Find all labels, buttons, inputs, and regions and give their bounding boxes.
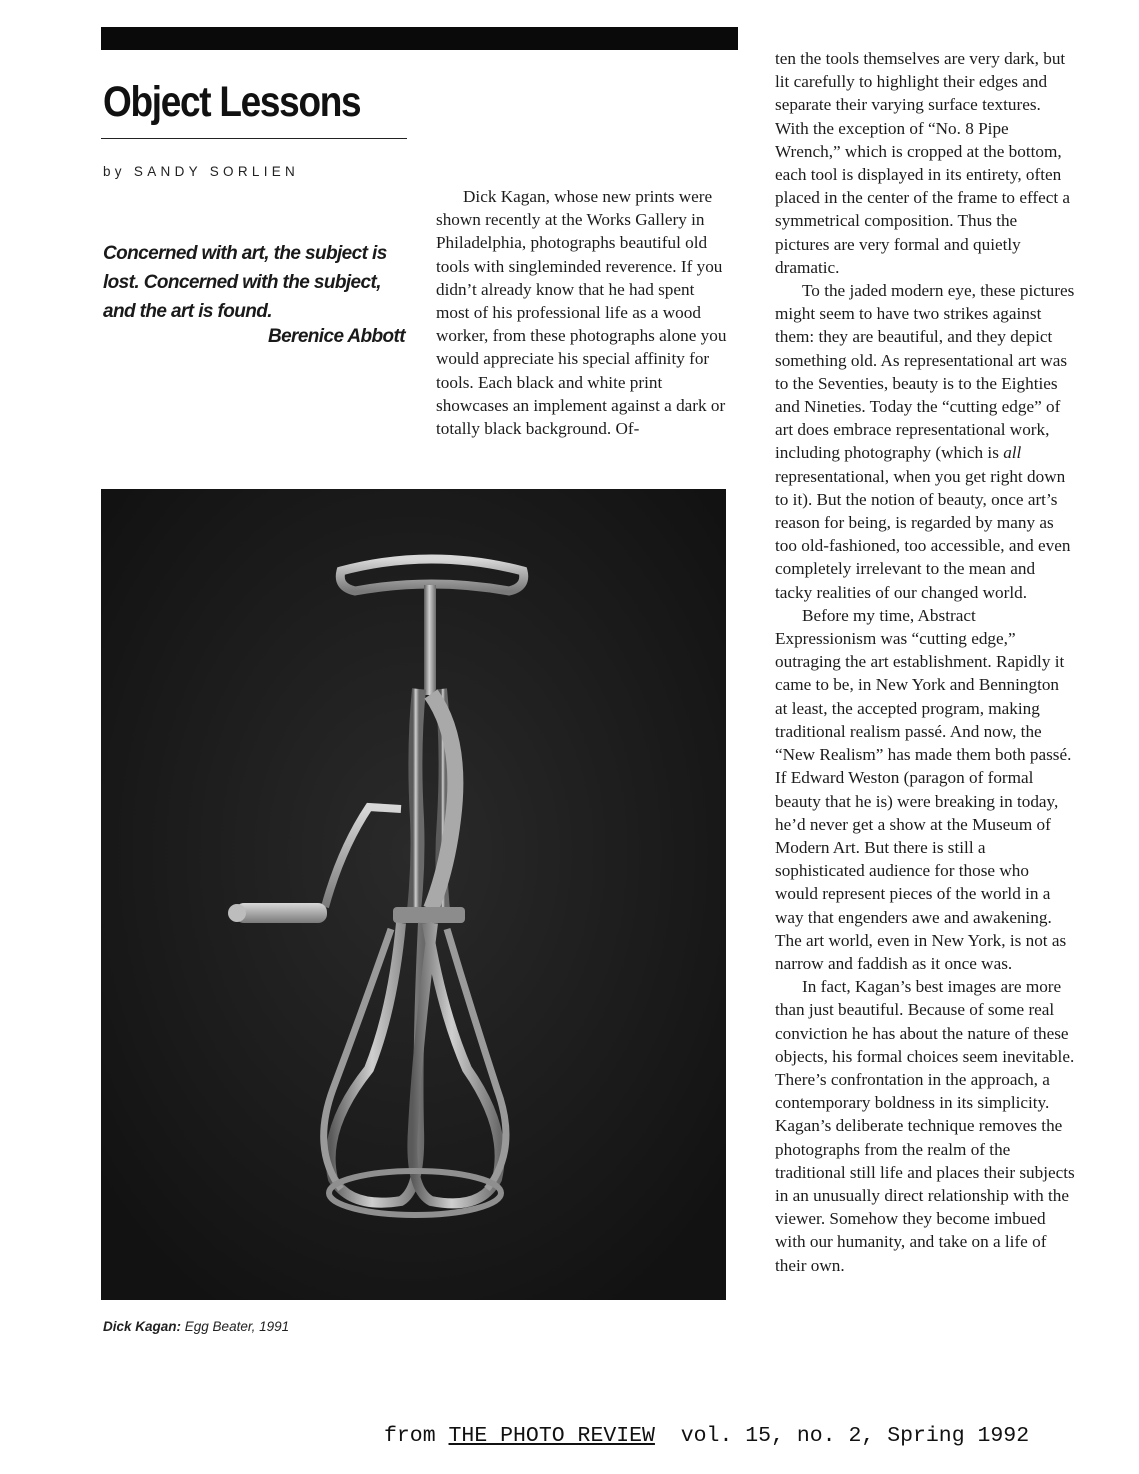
body-paragraph: Dick Kagan, whose new prints were shown recently at the Works Gallery in Philadelphia, photographs beautiful old tools with singleminded reverence. If you didn’t already know that he had spent most of his professional life as a wood worker, from these photographs alone you would appreciate his special affinity for tools. Each black and white print showcases an implement against a dark or totally black background. Of-	[436, 187, 727, 439]
epigraph-line: lost. Concerned with the subject,	[103, 272, 381, 293]
body-column-middle	[436, 185, 728, 440]
issue-info: vol. 15, no. 2, Spring 1992	[654, 1424, 1030, 1448]
body-paragraph: In fact, Kagan’s best images are more than just beautiful. Because of some real conviction he has about the nature of these objects, his formal choices seem inevitable. There’s confrontation in the approach, a contemporary boldness in its simplicity. Kagan’s deliberate technique removes the photographs from the realm of the traditional still life and places their subjects in an unusually direct relationship with the viewer. Somehow they become imbued with our humanity, and take on a life of their own.	[775, 977, 1075, 1275]
body-text: representational, when you get right down to it). But the notion of beauty, once art’s reason for being, is regarded by many as too old-fashioned, too accessible, and even completely irrelevant to the mean and tacky realities of our changed world.	[775, 466, 1071, 602]
photo-caption	[103, 1319, 289, 1334]
body-column-right	[775, 47, 1075, 1277]
footer-prefix: from	[384, 1424, 449, 1448]
article-title: Object Lessons	[103, 78, 361, 126]
body-paragraph	[775, 279, 1075, 604]
emphasis-text: all	[1003, 443, 1022, 463]
caption-work: Egg Beater, 1991	[181, 1319, 290, 1334]
body-paragraph: Before my time, Abstract Expressionism was “cutting edge,” outraging the art establishment. Rapidly it came to be, in New York and Bennington at least, the accepted program, making traditional realism passé. And now, the “New Realism” has made them both passé. If Edward Weston (paragon of formal beauty that he is) were breaking in today, he’d never get a show at the Museum of Modern Art. But there is still a sophisticated audience for those who would represent pieces of the world in a way that engenders awe and awakening. The art world, even in New York, is not as narrow and faddish as it once was.	[775, 605, 1072, 973]
byline: by SANDY SORLIEN	[103, 164, 300, 179]
body-text: To the jaded modern eye, these pictures might seem to have two strikes against them: they are beautiful, and they depict something old. As representational art was to the Seventies, beauty is to the Eighties and Nineties. Today the “cutting edge” of art does embrace representational work, including photography (which is	[775, 281, 1075, 463]
publication-footer	[384, 1424, 1029, 1448]
egg-beater-illustration	[101, 489, 726, 1300]
epigraph-line: and the art is found.	[103, 301, 272, 322]
publication-name: THE PHOTO REVIEW	[448, 1424, 655, 1448]
egg-beater-photograph	[101, 489, 726, 1300]
epigraph	[103, 239, 408, 326]
caption-artist: Dick Kagan:	[103, 1319, 182, 1334]
body-paragraph: ten the tools themselves are very dark, but lit carefully to highlight their edges and separate their varying surface textures. With the exception of “No. 8 Pipe Wrench,” which is cropped at the bottom, each tool is displayed in its entirety, often placed in the center of the frame to effect a symmetrical composition. Thus the pictures are very formal and quietly dramatic.	[775, 49, 1071, 277]
epigraph-attribution: Berenice Abbott	[267, 326, 405, 347]
epigraph-line: Concerned with art, the subject is	[103, 243, 387, 264]
header-rule-bar	[101, 27, 738, 50]
title-underline	[101, 138, 407, 139]
